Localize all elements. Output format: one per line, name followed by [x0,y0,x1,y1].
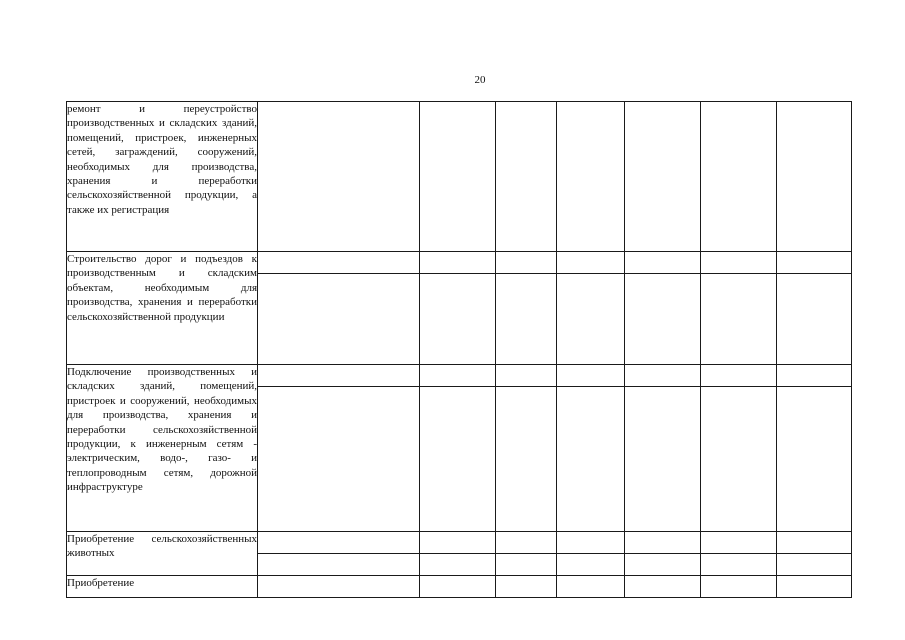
table-cell [258,554,420,576]
table-cell [701,365,777,387]
table-cell [625,387,701,532]
table-cell [258,102,420,252]
table-cell [557,387,625,532]
table-cell [777,554,852,576]
table-cell [777,102,852,252]
table-row [67,532,852,554]
table-cell [557,102,625,252]
table-row [67,576,852,598]
table-cell [701,387,777,532]
table-cell [625,274,701,365]
table-cell [496,274,557,365]
table-cell [557,274,625,365]
table-cell [557,252,625,274]
row-description: ремонт и переустройство производственных и складских зданий, помещений, пристроек, инженерных сетей, заграждений, сооружений, необходимых для производства, хранения и переработки сельскохозяйственной продукции, а также их регистрация [67,102,258,252]
table-cell [625,102,701,252]
table-cell [420,102,496,252]
table-cell [496,387,557,532]
table-cell [557,532,625,554]
table-cell [701,252,777,274]
table-cell [777,252,852,274]
row-description: Подключение производственных и складских зданий, помещений, пристроек и сооружений, необходимых для производства, хранения и переработки сельскохозяйственной продукции, к инженерным сетям - электрическим, водо-, газо- и теплопроводным сетям, дорожной инфраструктуре [67,365,258,532]
table-cell [777,387,852,532]
table-cell [420,365,496,387]
table-cell [496,532,557,554]
table-row [67,252,852,274]
table-cell [420,576,496,598]
table-cell [496,554,557,576]
table-cell [701,532,777,554]
table-cell [420,274,496,365]
row-description: Приобретение сельскохозяйственных животных [67,532,258,576]
table-cell [701,102,777,252]
table-cell [258,252,420,274]
table-cell [557,365,625,387]
table-row [67,365,852,387]
table-cell [625,252,701,274]
table-cell [701,274,777,365]
table-cell [496,102,557,252]
table-cell [625,532,701,554]
table-cell [496,365,557,387]
table-cell [496,252,557,274]
table-cell [701,576,777,598]
table-row [67,102,852,252]
row-description: Приобретение [67,576,258,598]
table-cell [420,252,496,274]
table-cell [777,274,852,365]
table-cell [701,554,777,576]
table-cell [420,554,496,576]
table-cell [258,532,420,554]
table-cell [625,554,701,576]
table-cell [557,576,625,598]
table-cell [420,532,496,554]
table-cell [625,365,701,387]
table-cell [258,274,420,365]
row-description: Строительство дорог и подъездов к производственным и складским объектам, необходимым для производства, хранения и переработки сельскохозяйственной продукции [67,252,258,365]
page-number: 20 [474,74,486,86]
table-cell [258,365,420,387]
data-table [66,101,852,598]
table-cell [420,387,496,532]
table-cell [258,576,420,598]
table-cell [258,387,420,532]
table-cell [777,365,852,387]
table-cell [496,576,557,598]
table-cell [777,576,852,598]
table-cell [625,576,701,598]
table-cell [777,532,852,554]
table-cell [557,554,625,576]
